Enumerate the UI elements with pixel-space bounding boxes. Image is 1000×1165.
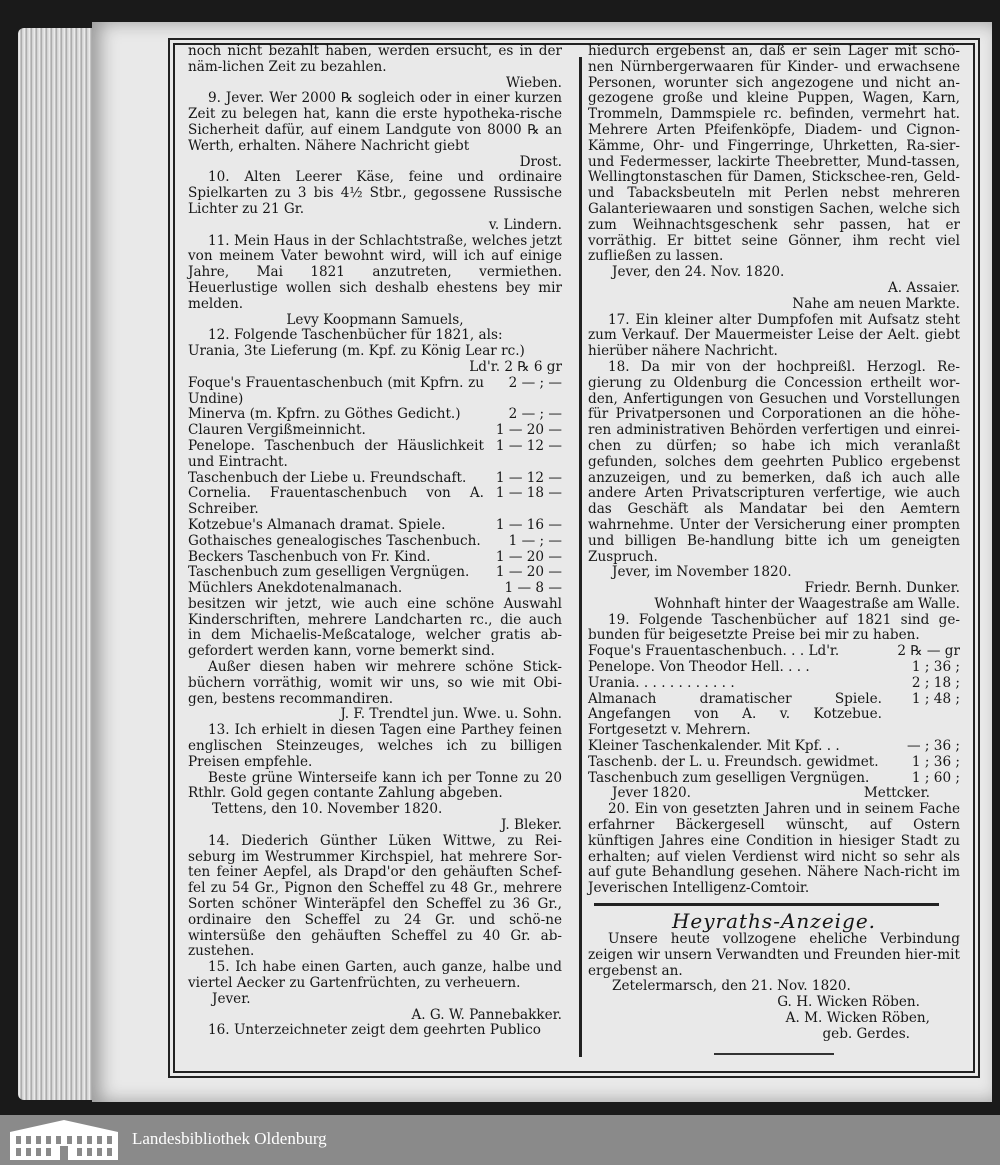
- price-title: Kotzebue's Almanach dramat. Spiele.: [188, 516, 446, 533]
- price-row: [188, 376, 562, 408]
- dateline: Jever 1820.: [612, 785, 691, 802]
- signature: A. G. W. Pannebakker.: [411, 1006, 562, 1023]
- price-row: [188, 471, 562, 487]
- signature: G. H. Wicken Röben.: [777, 994, 920, 1011]
- price-row: [588, 739, 960, 755]
- ad-14: 14. Diederich Günther Lüken Wittwe, zu Rei-seburg im Westrummer Kirchspiel, hat mehrere Sor-ten feiner Aepfel, als Drapd'or den gehäuften Schef-fel zu 54 Gr., Pignon den Scheffel zu 48 Gr., mehrere Sorten schöner Winteräpfel den Scheffel zu 36 Gr., ordinaire den Scheffel zu 24 Gr. und schö-ne wintersüße den gehäuften Scheffel zu 40 Gr. ab-zustehen.: [188, 832, 562, 960]
- price-title: Müchlers Anekdotenalmanach.: [188, 580, 403, 597]
- price-value: 1 — 18 —: [495, 485, 562, 502]
- price-title: Minerva (m. Kpfrn. zu Göthes Gedicht.): [188, 406, 461, 423]
- price-title: Clauren Vergißmeinnicht.: [188, 422, 366, 439]
- price-value: 1 ; 36 ;: [911, 753, 960, 770]
- price-value: 1 — 20 —: [495, 548, 562, 565]
- price-row: [188, 534, 562, 550]
- price-row: [188, 439, 562, 471]
- price-title: Penelope. Taschenbuch der Häuslichkeit und Eintracht.: [188, 437, 484, 470]
- text-paragraph: hiedurch ergebenst an, daß er sein Lager mit schö-nen Nürnbergerwaaren für Kinder- und erwachsene Personen, worunter sich angezogene und nicht an-gezogene große und kleine Puppen, Wagen, Karn, Trommeln, Dammspiele rc. befinden, vermehrt hat. Mehrere Arten Pfeifenköpfe, Diadem- und Cignon-Kämme, Ohr- und Fingerringe, Uhrketten, Ra-sier- und Federmesser, lackirte Theebretter, Mund-tassen, Wellingtonstaschen für Damen, Stickschee-ren, Geld- und Tabacksbeuteln mit Perlen nebst mehreren Galanteriewaaren und sonstigen Sachen, welche sich zum Weihnachtsgeschenk sehr passen, hat er vorräthig. Er bittet seine Gönner, ihm recht viel zufließen zu lassen.: [588, 43, 960, 265]
- price-value: 2 ℞ — gr: [897, 643, 960, 660]
- price-title: Taschenb. der L. u. Freundsch. gewidmet.: [588, 753, 879, 770]
- address-line: Wohnhaft hinter der Waagestraße am Walle.: [654, 595, 960, 612]
- price-value: 1 — 20 —: [495, 564, 562, 581]
- price-list: [588, 644, 960, 786]
- text-paragraph: Außer diesen haben wir mehrere schöne Stick-büchern vorräthig, womit wir uns, so wie mit Obi-gen, bestens recommandiren.: [188, 659, 562, 707]
- dateline-with-signature: [588, 786, 960, 802]
- price-row: [188, 423, 562, 439]
- price-title: Beckers Taschenbuch von Fr. Kind.: [188, 548, 431, 565]
- library-name: Landesbibliothek Oldenburg: [132, 1129, 327, 1148]
- price-value: 1 — 20 —: [495, 422, 562, 439]
- price-row: [188, 581, 562, 597]
- price-title: Gothaisches genealogisches Taschenbuch.: [188, 532, 481, 549]
- marriage-announcement: Unsere heute vollzogene eheliche Verbindung zeigen wir unsern Verwandten und Freunden hier-mit ergebenst an.: [588, 931, 960, 979]
- dateline: Jever, im November 1820.: [612, 564, 792, 581]
- signature: Friedr. Bernh. Dunker.: [804, 580, 960, 597]
- right-column: [588, 44, 960, 1055]
- dateline: Jever, den 24. Nov. 1820.: [612, 264, 785, 281]
- price-value: 1 ; 36 ;: [911, 659, 960, 676]
- price-value: 1 — 16 —: [495, 516, 562, 533]
- price-title: Penelope. Von Theodor Hell. . . .: [588, 659, 810, 676]
- signature: J. Bleker.: [500, 817, 562, 834]
- dateline: Jever.: [212, 990, 251, 1007]
- price-title: Taschenbuch zum geselligen Vergnügen.: [588, 769, 870, 786]
- price-row: [588, 755, 960, 771]
- ad-20: 20. Ein von gesetzten Jahren und in seinem Fache erfahrner Bäckergesell wünscht, auf Ostern künftigen Jahres eine Condition in hiesiger Stadt zu erhalten; auf vielen Verdienst wird nicht so sehr als auf gute Behandlung gesehen. Nähere Nach-richt im Jeverischen Intelligenz-Comtoir.: [588, 801, 960, 897]
- price-row: [188, 550, 562, 566]
- price-value: 1 — 12 —: [495, 437, 562, 454]
- library-building-logo-icon: [6, 1118, 122, 1162]
- price-row: [588, 771, 960, 787]
- ad-16: 16. Unterzeichneter zeigt dem geehrten Publico: [208, 1022, 541, 1039]
- price-title: Kleiner Taschenkalender. Mit Kpf. . .: [588, 738, 840, 755]
- price-value: 1 — 12 —: [495, 469, 562, 486]
- price-row: [188, 407, 562, 423]
- library-footer-bar: [0, 1115, 1000, 1165]
- signature: geb. Gerdes.: [822, 1025, 910, 1042]
- price-title: Taschenbuch zum geselligen Vergnügen.: [188, 564, 470, 581]
- price-value: 1 — ; —: [508, 532, 562, 549]
- price-row: [188, 518, 562, 534]
- signature: Drost.: [519, 153, 562, 170]
- signature: Wieben.: [506, 74, 562, 91]
- price-value: — ; 36 ;: [906, 738, 960, 755]
- price-value: 1 ; 48 ;: [911, 690, 960, 707]
- ad-13: 13. Ich erhielt in diesen Tagen eine Parthey feinen englischen Steinzeuges, welches ich zu billigen Preisen empfehle.: [188, 722, 562, 770]
- section-rule: [594, 903, 939, 906]
- signature: Mettcker.: [863, 785, 930, 802]
- ad-10: 10. Alten Leerer Käse, feine und ordinaire Spielkarten zu 3 bis 4½ Stbr., gegossene Russische Lichter zu 21 Gr.: [188, 169, 562, 217]
- ad-11: 11. Mein Haus in der Schlachtstraße, welches jetzt von meinem Vater bewohnt wird, will ich auf einige Jahre, Mai 1821 anzutreten, vermiethen. Heuerlustige wollen sich deshalb ehestens bey mir melden.: [188, 232, 562, 312]
- ad-17: 17. Ein kleiner alter Dumpfofen mit Aufsatz steht zum Verkauf. Der Mauermeister Leise der Aelt. giebt hierüber nähere Nachricht.: [588, 311, 960, 360]
- column-divider: [579, 57, 582, 1057]
- text-paragraph: besitzen wir jetzt, wie auch eine schöne Auswahl Kinderschriften, mehrere Landcharten rc., die auch in dem Michaelis-Meßcataloge, welcher gratis ab-gefordert werden kann, vorne bemerkt sind.: [188, 595, 562, 660]
- price-value: 2 — ; —: [508, 374, 562, 391]
- dateline: Tettens, den 10. November 1820.: [212, 801, 443, 818]
- signature: A. Assaier.: [887, 279, 960, 296]
- text-line: Urania, 3te Lieferung (m. Kpf. zu König Lear rc.): [188, 343, 525, 360]
- signature: J. F. Trendtel jun. Wwe. u. Sohn.: [340, 706, 562, 723]
- ad-12: 12. Folgende Taschenbücher für 1821, als:: [208, 327, 503, 344]
- text-paragraph: Beste grüne Winterseife kann ich per Tonne zu 20 Rthlr. Gold gegen contante Zahlung abgeben.: [188, 769, 562, 802]
- left-column: [188, 44, 562, 1039]
- address-line: Nahe am neuen Markte.: [792, 295, 960, 312]
- dateline: Zetelermarsch, den 21. Nov. 1820.: [612, 978, 851, 995]
- price-title: Foque's Frauentaschenbuch (mit Kpfrn. zu Undine): [188, 374, 484, 407]
- price-row: [188, 486, 562, 518]
- price-list: [188, 376, 562, 597]
- price-row: [188, 565, 562, 581]
- price-row: [588, 660, 960, 676]
- price-title: Taschenbuch der Liebe u. Freundschaft.: [188, 469, 467, 486]
- signature: Levy Koopmann Samuels,: [286, 311, 464, 328]
- ad-19: 19. Folgende Taschenbücher auf 1821 sind ge-bunden für beigesetzte Preise bei mir zu haben.: [588, 611, 960, 644]
- price-title: Almanach dramatischer Spiele. Angefangen von A. v. Kotzebue. Fortgesetzt v. Mehrern.: [588, 690, 882, 739]
- price-value: 1 ; 60 ;: [911, 769, 960, 786]
- price-title: Foque's Frauentaschenbuch. . . Ld'r.: [588, 643, 840, 660]
- section-title: Heyraths-Anzeige.: [671, 909, 877, 934]
- ad-15: 15. Ich habe einen Garten, auch ganze, halbe und viertel Aecker zu Gartenfrüchten, zu verheuern.: [188, 959, 562, 992]
- end-rule: [714, 1053, 834, 1055]
- signature: A. M. Wicken Röben,: [785, 1010, 930, 1027]
- price-value: 2 ; 18 ;: [911, 674, 960, 691]
- price-row: [588, 676, 960, 692]
- price-title: Urania. . . . . . . . . . . .: [588, 674, 735, 691]
- price-title: Cornelia. Frauentaschenbuch von A. Schreiber.: [188, 485, 484, 518]
- price-row: [588, 644, 960, 660]
- price-value: 2 — ; —: [508, 406, 562, 423]
- ad-9: 9. Jever. Wer 2000 ℞ sogleich oder in einer kurzen Zeit zu belegen hat, kann die erste hypotheka-rische Sicherheit dafür, auf einem Landgute von 8000 ℞ an Werth, erhalten. Nähere Nachricht giebt: [188, 90, 562, 154]
- price-value: 1 — 8 —: [504, 580, 562, 597]
- currency-header: Ld'r. 2 ℞ 6 gr: [469, 358, 562, 375]
- price-row: [588, 692, 960, 739]
- text-paragraph: noch nicht bezahlt haben, werden ersucht, es in der näm-lichen Zeit zu bezahlen.: [188, 43, 562, 75]
- signature: v. Lindern.: [488, 216, 562, 233]
- ad-18: 18. Da mir von der hochpreißl. Herzogl. Re-gierung zu Oldenburg die Concession ertheilt wor-den, Anfertigungen von Gesuchen und Vorstellungen für Privatpersonen und Corporationen an die höhe-ren administrativen Behörden verfertigen und einrei-chen zu dürfen; so habe ich mich veranlaßt gefunden, solches dem geehrten Publico ergebenst anzuzeigen, und zu bemerken, daß ich auch alle andere Arten Privatscripturen verfertige, wie auch das Geschäft als Mandatar bei den Aemtern wahrnehme. Unter der Versicherung einer prompten und billigen Be-handlung bitte ich um geneigten Zuspruch.: [588, 358, 960, 565]
